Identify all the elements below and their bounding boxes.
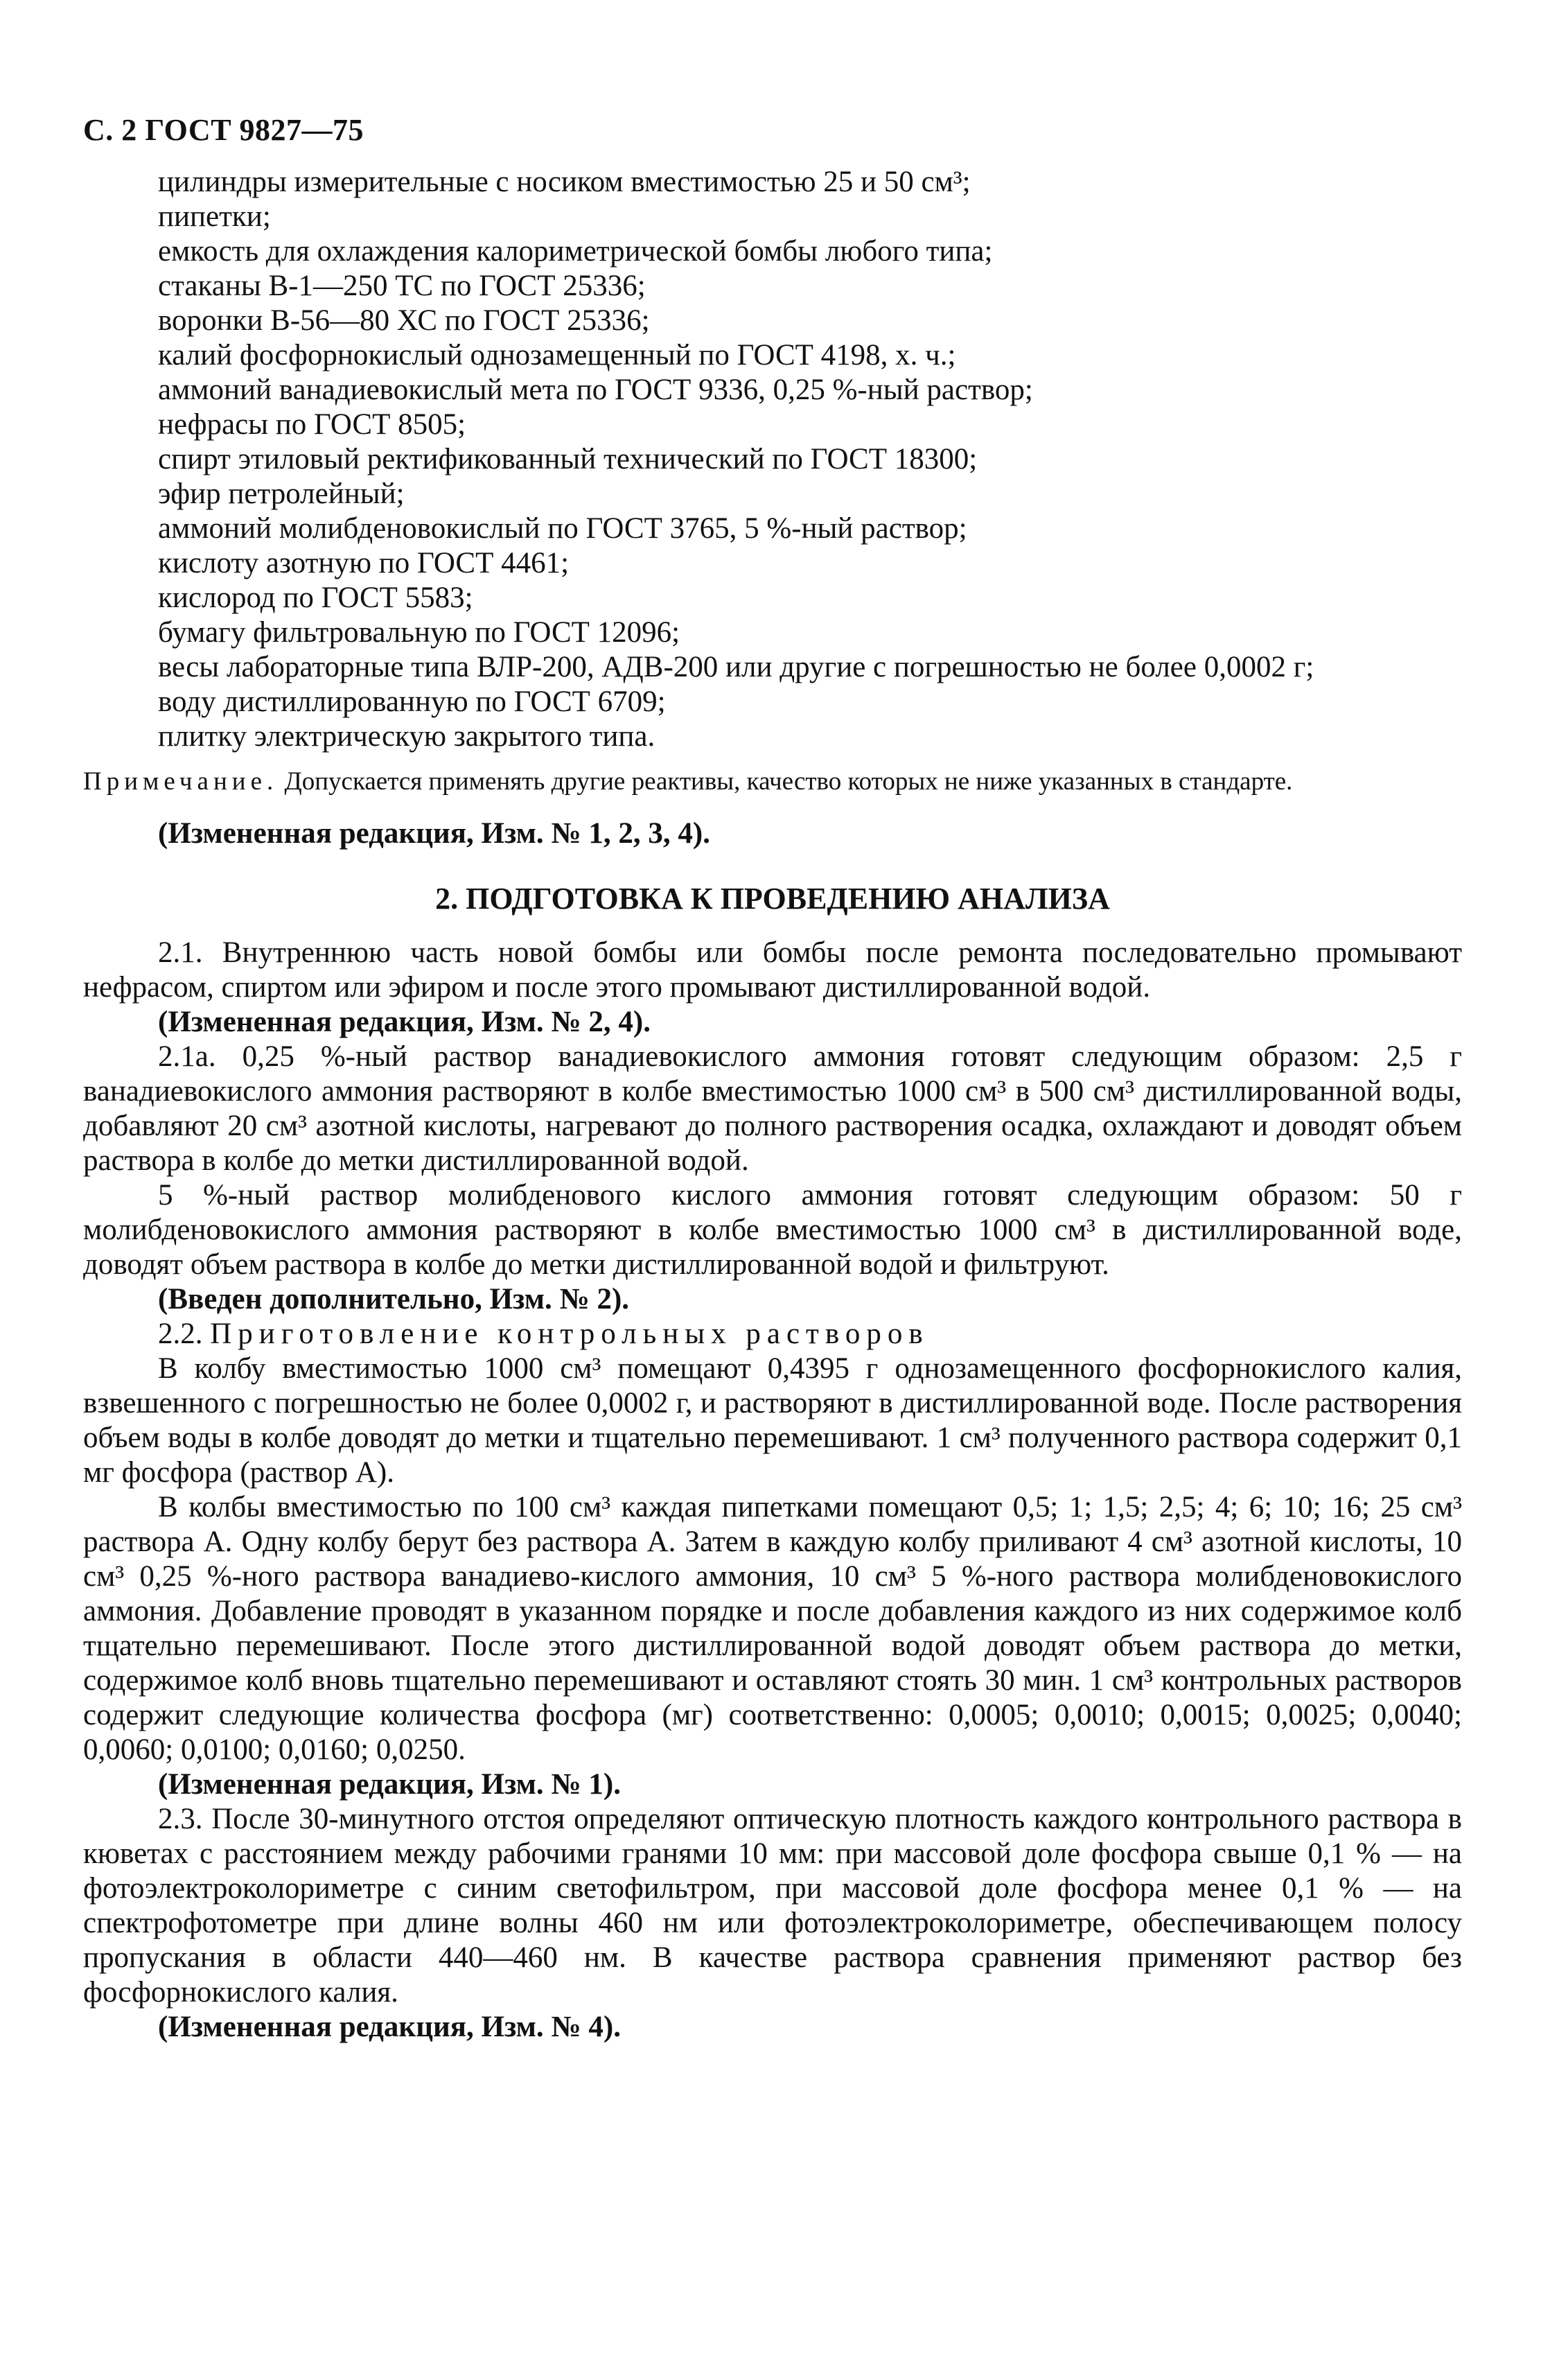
paragraph-2-2-b: В колбы вместимостью по 100 см³ каждая пипетками помещают 0,5; 1; 1,5; 2,5; 4; 6; 10; 16; 25 см³ раствора А. Одну колбу берут без раствора А. Затем в каждую колбу приливают 4 см³ азотной кислоты, 10 см³ 0,25 %-ного раствора ванадиево-кислого аммония, 10 см³ 5 %-ного раствора молибденовокислого аммония. Добавление проводят в указанном порядке и после добавления каждого из них содержимое колб тщательно перемешивают. После этого дистиллированной водой доводят объем раствора до метки, содержимое колб вновь тщательно перемешивают и оставляют стоять 30 мин. 1 см³ контрольных растворов содержит следующие количества фосфора (мг) соответственно: 0,0005; 0,0010; 0,0015; 0,0025; 0,0040; 0,0060; 0,0100; 0,0160; 0,0250. (83, 1491, 1462, 1766)
page-body (83, 165, 1462, 2045)
note-text: Допускается применять другие реактивы, качество которых не ниже указанных в стандарте. (278, 767, 1293, 796)
list-item: весы лабораторные типа ВЛР-200, АДВ-200 или другие с погрешностью не более 0,0002 г; (158, 651, 1314, 683)
list-item: аммоний молибденовокислый по ГОСТ 3765, 5 %-ный раствор; (158, 512, 967, 545)
paragraph-2-1: 2.1. Внутреннюю часть новой бомбы или бомбы после ремонта последовательно промывают нефрасом, спиртом или эфиром и после этого промывают дистиллированной водой. (83, 936, 1462, 1004)
paragraph-2-3: 2.3. После 30-минутного отстоя определяют оптическую плотность каждого контрольного раствора в кюветах с расстоянием между рабочими гранями 10 мм: при массовой доле фосфора свыше 0,1 % — на фотоэлектроколориметре с синим светофильтром, при массовой доле фосфора менее 0,1 % — на спектрофотометре при длине волны 460 нм или фотоэлектроколориметре, обеспечивающем полосу пропускания в области 440—460 нм. В качестве раствора сравнения применяют раствор без фосфорнокислого калия. (83, 1803, 1462, 2009)
change-note: (Измененная редакция, Изм. № 1). (158, 1768, 621, 1801)
section-title: 2. ПОДГОТОВКА К ПРОВЕДЕНИЮ АНАЛИЗА (435, 882, 1110, 916)
note (83, 767, 1462, 797)
list-item: кислоту азотную по ГОСТ 4461; (158, 547, 570, 579)
list-item: калий фосфорнокислый однозамещенный по ГОСТ 4198, х. ч.; (158, 339, 956, 371)
subsection-title: Приготовление контрольных растворов (210, 1318, 929, 1350)
page-header: С. 2 ГОСТ 9827—75 (83, 113, 364, 147)
change-note: (Измененная редакция, Изм. № 2, 4). (158, 1006, 651, 1038)
list-item: плитку электрическую закрытого типа. (158, 720, 655, 753)
list-item: емкость для охлаждения калориметрической бомбы любого типа; (158, 235, 993, 268)
list-item: бумагу фильтровальную по ГОСТ 12096; (158, 616, 680, 649)
list-item: спирт этиловый ректификованный технический по ГОСТ 18300; (158, 443, 978, 475)
equipment-list (83, 165, 1462, 754)
list-item: аммоний ванадиевокислый мета по ГОСТ 9336, 0,25 %-ный раствор; (158, 374, 1033, 406)
list-item: воронки В-56—80 ХС по ГОСТ 25336; (158, 304, 650, 337)
list-item: эфир петролейный; (158, 478, 405, 510)
list-item: нефрасы по ГОСТ 8505; (158, 408, 466, 441)
change-note: (Измененная редакция, Изм. № 1, 2, 3, 4). (158, 817, 710, 850)
list-item: стаканы В-1—250 ТС по ГОСТ 25336; (158, 270, 646, 302)
list-item: кислород по ГОСТ 5583; (158, 582, 473, 614)
list-item: пипетки; (158, 200, 271, 233)
note-label: Примечание. (83, 767, 279, 796)
change-note: (Введен дополнительно, Изм. № 2). (158, 1283, 630, 1315)
paragraph-2-1a-continued: 5 %-ный раствор молибденового кислого аммония готовят следующим образом: 50 г молибденовокислого аммония растворяют в колбе вместимостью 1000 см³ в дистиллированной воде, доводят объем раствора в колбе до метки дистиллированной водой и фильтруют. (83, 1179, 1462, 1281)
list-item: воду дистиллированную по ГОСТ 6709; (158, 685, 666, 718)
paragraph-number: 2.2. (158, 1318, 211, 1350)
paragraph-2-2-heading (83, 1317, 1462, 1352)
paragraph-2-1a: 2.1а. 0,25 %-ный раствор ванадиевокислого аммония готовят следующим образом: 2,5 г ванадиевокислого аммония растворяют в колбе вместимостью 1000 см³ в 500 см³ дистиллированной воды, добавляют 20 см³ азотной кислоты, нагревают до полного растворения осадка, охлаждают и доводят объем раствора в колбе до метки дистиллированной водой. (83, 1040, 1462, 1177)
paragraph-2-2-a: В колбу вместимостью 1000 см³ помещают 0,4395 г однозамещенного фосфорнокислого калия, взвешенного с погрешностью не более 0,0002 г, и растворяют в дистиллированной воде. После растворения объем воды в колбе доводят до метки и тщательно перемешивают. 1 см³ полученного раствора содержит 0,1 мг фосфора (раствор А). (83, 1352, 1462, 1489)
change-note: (Измененная редакция, Изм. № 4). (158, 2011, 621, 2043)
list-item: цилиндры измерительные с носиком вместимостью 25 и 50 см³; (158, 166, 971, 198)
